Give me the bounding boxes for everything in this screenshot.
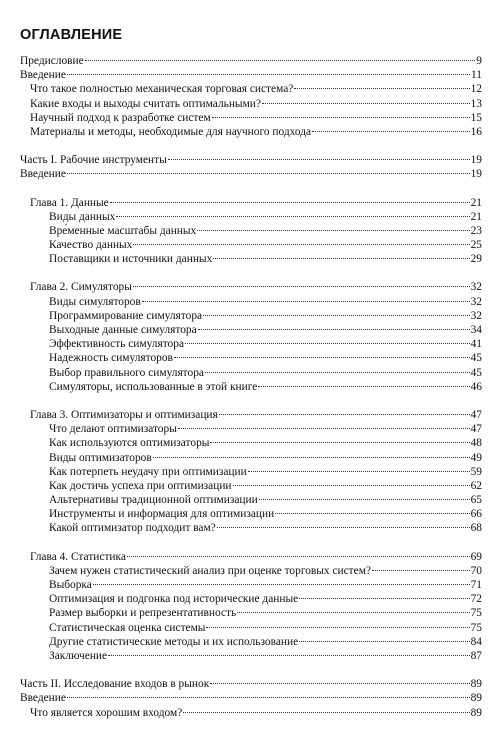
toc-entry-page-number: 47 [470,423,482,436]
toc-entry-title: Надежность симуляторов [49,352,173,365]
toc-heading: ОГЛАВЛЕНИЕ [20,27,123,43]
toc-entry-title: Глава 3. Оптимизаторы и оптимизация [30,408,218,421]
dot-leader [67,73,470,75]
toc-entry [20,493,482,507]
toc-entry [20,111,482,125]
dot-leader [67,172,470,174]
toc-entry [20,54,482,68]
section-gap [20,266,482,280]
dot-leader [213,257,469,259]
toc-entry-page-number: 21 [470,196,482,209]
dot-leader [258,385,469,387]
toc-entry-page-number: 71 [470,579,482,591]
dot-leader [93,583,470,585]
toc-entry [20,252,482,266]
toc-entry [20,606,482,620]
dot-leader [197,229,469,231]
toc-entry [20,224,482,238]
toc-entry [20,366,482,380]
dot-leader [198,328,470,330]
dot-leader [168,158,470,160]
toc-entry-title: Виды симуляторов [49,295,141,308]
toc-entry [20,635,482,649]
toc-entry [20,507,482,521]
dot-leader [237,611,469,613]
toc-entry [20,97,482,111]
toc-entry-page-number: 46 [470,380,482,393]
toc-entry [20,323,482,337]
toc-entry-page-number: 32 [470,309,482,322]
toc-entry-title: Эффективность симулятора [49,338,185,351]
dot-leader [212,116,470,118]
toc-entry-page-number: 48 [470,437,482,450]
dot-leader [142,300,470,302]
dot-leader [210,682,469,684]
toc-entry [20,550,482,564]
section-gap [20,139,482,153]
dot-leader [67,696,470,698]
toc-entry-page-number: 11 [471,69,482,82]
toc-entry [20,82,482,96]
toc-entry [20,380,482,394]
toc-entry-page-number: 45 [470,366,482,379]
toc-entry [20,337,482,351]
toc-entry [20,451,482,465]
dot-leader [205,371,470,373]
dot-leader [178,427,470,429]
toc-entry-title: Инструменты и информация для оптимизации [49,508,275,521]
section-gap [20,663,482,677]
toc-entry-title: Виды оптимизаторов [49,451,152,464]
toc-entry-title: Статистическая оценка системы [49,621,206,634]
dot-leader [133,285,470,287]
toc-entry-title: Какой оптимизатор подходит вам? [49,522,216,535]
toc-entry-page-number: 70 [470,564,482,577]
dot-leader [174,356,470,358]
toc-entry-title: Глава 1. Данные [30,196,109,209]
toc-entry-title: Вре́менные масштабы данных [49,224,197,237]
dot-leader [372,569,470,571]
toc-entry-page-number: 69 [470,550,482,563]
toc-entry-title: Введение [20,69,66,82]
toc-entry [20,238,482,252]
toc-entry [20,196,482,210]
dot-leader [206,626,469,628]
toc-entry-title: Размер выборки и репрезентативность [49,607,237,620]
toc-entry-page-number: 32 [470,295,482,308]
toc-entry [20,68,482,82]
toc-entry-title: Выбор правильного симулятора [49,366,204,379]
dot-leader [133,243,469,245]
toc-entry-title: Виды данных [49,210,116,223]
section-gap [20,536,482,550]
toc-entry [20,351,482,365]
toc-entry-page-number: 75 [470,607,482,620]
toc-entry-title: Введение [20,168,66,181]
toc-entry [20,436,482,450]
toc-entry-page-number: 75 [470,621,482,634]
toc-entry [20,408,482,422]
toc-entry-title: Оптимизация и подгонка под исторические данные [49,593,299,606]
toc-entry-page-number: 21 [470,210,482,223]
toc-entry-title: Как используются оптимизаторы [49,437,210,450]
toc-entry-page-number: 45 [470,352,482,365]
toc-entry-title: Выходные данные симулятора [49,324,197,336]
toc-entry-page-number: 15 [470,111,482,124]
toc-entry-title: Материалы и методы, необходимые для научного подхода [30,125,312,138]
toc-page [20,26,482,720]
dot-leader [153,456,470,458]
toc-entry-page-number: 68 [470,522,482,535]
section-gap [20,394,482,408]
toc-entry-title: Какие входы и выходы считать оптимальными? [30,97,261,110]
toc-entry-title: Что делают оптимизаторы [49,423,177,436]
toc-entry-page-number: 25 [470,239,482,252]
toc-entry-title: Заключение [49,649,108,662]
dot-leader [85,59,476,61]
toc-entry-page-number: 19 [470,168,482,181]
toc-entry-page-number: 89 [470,678,482,691]
toc-entry [20,677,482,691]
dot-leader [127,555,470,557]
toc-entry-page-number: 13 [470,97,482,110]
toc-entry [20,210,482,224]
toc-entry-page-number: 41 [470,338,482,351]
dot-leader [312,130,469,132]
dot-leader [294,87,469,89]
toc-entry-page-number: 66 [470,508,482,521]
toc-entry [20,691,482,705]
toc-entry [20,280,482,294]
toc-entry-title: Введение [20,692,66,705]
toc-entry [20,167,482,181]
toc-entry-title: Часть II. Исследование входов в рынок [20,678,210,691]
toc-entry-title: Что такое полностью механическая торговая система? [30,83,294,96]
toc-entry-title: Симуляторы, использованные в этой книге [49,380,258,393]
toc-entry-title: Зачем нужен статистический анализ при оценке торговых систем? [49,564,371,577]
toc-entry [20,521,482,535]
toc-entry-title: Глава 4. Статистика [30,550,126,563]
toc-entry-page-number: 65 [470,494,482,507]
toc-entry [20,465,482,479]
toc-entry [20,309,482,323]
toc-entry [20,564,482,578]
toc-entry-title: Как потерпеть неудачу при оптимизации [49,465,247,478]
dot-leader [203,314,470,316]
toc-entry-title: Что является хорошим входом? [30,706,183,719]
dot-leader [217,526,470,528]
dot-leader [219,413,470,415]
toc-entry-title: Как достичь успеха при оптимизации [49,479,232,492]
dot-leader [108,654,470,656]
toc-entry-page-number: 62 [470,479,482,492]
toc-entry-page-number: 49 [470,451,482,464]
toc-entry [20,578,482,592]
toc-entry-page-number: 12 [470,83,482,96]
section-gap [20,182,482,196]
toc-entry-title: Предисловие [20,55,84,67]
dot-leader [185,342,470,344]
toc-entry-title: Поставщики и источники данных [49,253,213,266]
toc-entry [20,649,482,663]
toc-entry-page-number: 87 [470,649,482,662]
dot-leader [183,711,469,713]
toc-entry-page-number: 23 [470,224,482,237]
toc-entry-page-number: 89 [470,692,482,705]
toc-entry-page-number: 34 [470,324,482,336]
toc-entry-page-number: 9 [476,55,482,67]
toc-entry-page-number: 59 [470,465,482,478]
toc-entry-title: Научный подход к разработке систем [30,111,211,124]
dot-leader [299,640,469,642]
dot-leader [248,470,470,472]
dot-leader [110,201,470,203]
toc-entry [20,125,482,139]
toc-entry-page-number: 47 [470,408,482,421]
dot-leader [259,498,470,500]
toc-entry-page-number: 16 [470,125,482,138]
toc-entry-page-number: 89 [470,706,482,719]
toc-entry-title: Выборка [49,579,92,591]
toc-entry-page-number: 19 [470,154,482,167]
toc-entry-title: Другие статистические методы и их использование [49,635,299,648]
toc-entry-title: Часть I. Рабочие инструменты [20,154,167,167]
toc-entry-title: Качество данных [49,239,133,252]
toc-entry [20,295,482,309]
dot-leader [262,102,470,104]
dot-leader [275,512,469,514]
toc-entry [20,422,482,436]
toc-list [20,54,482,720]
dot-leader [233,484,470,486]
toc-entry [20,153,482,167]
toc-entry-page-number: 72 [470,593,482,606]
toc-entry-page-number: 32 [470,281,482,294]
dot-leader [299,597,469,599]
toc-entry [20,592,482,606]
toc-entry-page-number: 29 [470,253,482,266]
toc-entry-title: Глава 2. Симуляторы [30,281,132,294]
toc-entry [20,706,482,720]
toc-entry-title: Программирование симулятора [49,309,203,322]
toc-entry-title: Альтернативы традиционной оптимизации [49,494,258,507]
toc-entry-page-number: 84 [470,635,482,648]
dot-leader [116,215,469,217]
toc-entry [20,621,482,635]
dot-leader [210,441,469,443]
toc-entry [20,479,482,493]
